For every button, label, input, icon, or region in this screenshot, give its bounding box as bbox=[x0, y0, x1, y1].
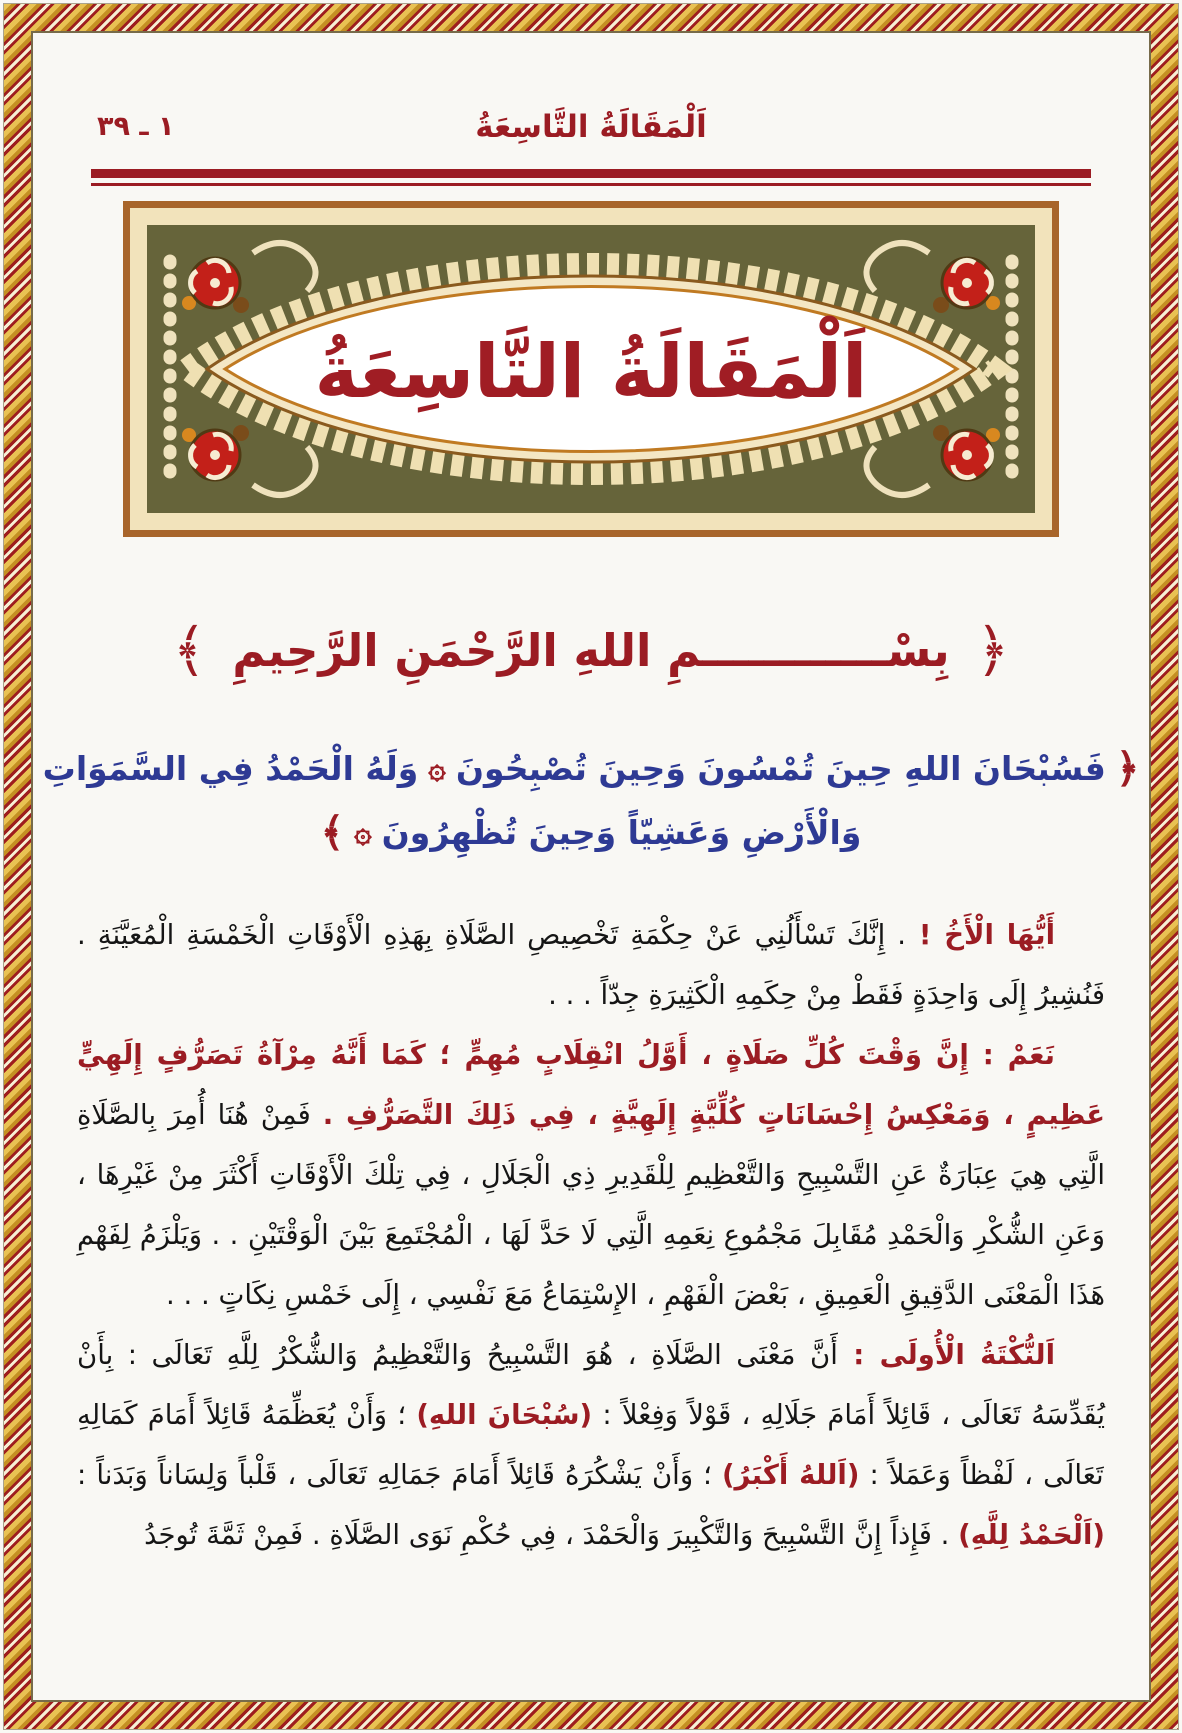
verse-text: فَسُبْحَانَ اللهِ حِينَ تُمْسُونَ وَحِينَ تُصْبِحُونَ bbox=[455, 749, 1106, 788]
verse-line-2 bbox=[69, 801, 1113, 865]
text-segment: (اَلْحَمْدُ لِلَّهِ) bbox=[958, 1519, 1105, 1551]
quran-verse bbox=[42, 737, 1140, 865]
text-segment: ؛ وَأَنْ يَشْكُرَهُ قَائِلاً أَمَامَ جَمَالِهِ تَعَالَى ، قَلْباً وَلِسَاناً وَبَدَناً : bbox=[77, 1459, 712, 1491]
double-rule-divider bbox=[91, 169, 1091, 186]
text-segment: أَنَّ مَعْنَى الصَّلَاةِ ، هُوَ التَّسْبِيحُ وَالتَّعْظِيمُ وَالشُّكْرُ لِلَّهِ تَعَالَى : بِأَنْ يُقَدِّسَهُ تَعَالَى ، قَائِلاً أَمَامَ جَلَالِهِ ، قَوْلاً وَفِعْلاً : bbox=[77, 1339, 1105, 1431]
paragraph-1 bbox=[77, 905, 1105, 1025]
text-segment: نَعَمْ : إِنَّ وَقْتَ كُلِّ صَلَاةٍ ، أَوَّلُ انْقِلَابٍ مُهِمٍّ ؛ كَمَا أَنَّهُ مِرْآةُ تَصَرُّفٍ إِلَهِيٍّ عَظِيمٍ ، وَمَعْكِسُ إِحْسَانَاتٍ كُلِّيَّةٍ إِلَهِيَّةٍ ، فِي ذَلِكَ التَّصَرُّفِ . bbox=[77, 1039, 1105, 1131]
body-text bbox=[77, 905, 1105, 1565]
text-segment: (سُبْحَانَ اللهِ) bbox=[416, 1399, 593, 1431]
rub-el-hizb-icon: ۞ bbox=[354, 815, 372, 850]
text-segment: ؛ وَأَنْ يُعَظِّمَهُ قَائِلاً أَمَامَ كَمَالِهِ تَعَالَى ، لَفْظاً وَعَمَلاً : bbox=[77, 1399, 1104, 1491]
bismillah-row bbox=[69, 616, 1113, 684]
text-segment: أَيُّهَا الْأَخُ ! bbox=[905, 919, 1056, 951]
ornate-bracket-left-icon: ﴾ bbox=[172, 616, 207, 684]
verse-text: وَالْأَرْضِ وَعَشِيّاً وَحِينَ تُظْهِرُونَ bbox=[381, 813, 862, 852]
ornate-bracket-left-icon: ﴾ bbox=[320, 810, 345, 856]
paragraph-3 bbox=[77, 1325, 1105, 1565]
page-inner-sheet bbox=[31, 31, 1151, 1702]
panel-title: اَلْمَقَالَةُ التَّاسِعَةُ bbox=[314, 329, 868, 415]
running-title: اَلْمَقَالَةُ التَّاسِعَةُ bbox=[475, 109, 707, 145]
rub-el-hizb-icon: ۞ bbox=[428, 751, 446, 786]
paragraph-2 bbox=[77, 1025, 1105, 1325]
text-segment: فَمِنْ هُنَا أُمِرَ بِالصَّلَاةِ الَّتِي هِيَ عِبَارَةٌ عَنِ التَّسْبِيحِ وَالتَّعْظِيمِ لِلْقَدِيرِ ذِي الْجَلَالِ ، فِي تِلْكَ الْأَوْقَاتِ أَكْثَرَ مِنْ غَيْرِهَا ، وَعَنِ الشُّكْرِ وَالْحَمْدِ مُقَابِلَ مَجْمُوعِ نِعَمِهِ الَّتِي لَا حَدَّ لَهَا ، الْمُجْتَمِعَ بَيْنَ الْوَقْتَيْنِ . . وَيَلْزَمُ لِفَهْمِ هَذَا الْمَعْنَى الدَّقِيقِ الْعَمِيقِ ، بَعْضَ الْفَهْمِ ، الإِسْتِمَاعُ مَعَ نَفْسِي ، إِلَى خَمْسِ نِكَاتٍ . . . bbox=[77, 1099, 1105, 1311]
page-content bbox=[42, 69, 1140, 1664]
title-ornament-panel bbox=[123, 201, 1059, 537]
bismillah-text: بِسْــــــــــــمِ اللهِ الرَّحْمَنِ الرَّحِيمِ bbox=[232, 623, 950, 677]
ornate-bracket-right-icon: ﴿ bbox=[1115, 746, 1140, 792]
verse-text: وَلَهُ الْحَمْدُ فِي السَّمَوَاتِ bbox=[42, 749, 419, 788]
ornate-bracket-right-icon: ﴿ bbox=[975, 616, 1010, 684]
text-segment: . فَإِذاً إِنَّ التَّسْبِيحَ وَالتَّكْبِيرَ وَالْحَمْدَ ، فِي حُكْمِ نَوَى الصَّلَاةِ . فَمِنْ ثَمَّةَ تُوجَدُ bbox=[144, 1519, 950, 1551]
page-header bbox=[69, 109, 1113, 155]
text-segment: . إِنَّكَ تَسْأَلُنِي عَنْ حِكْمَةِ تَخْصِيصِ الصَّلَاةِ بِهَذِهِ الْأَوْقَاتِ الْخَمْسَةِ الْمُعَيَّنَةِ . فَنُشِيرُ إِلَى وَاحِدَةٍ فَقَطْ مِنْ حِكَمِهِ الْكَثِيرَةِ جِدّاً . . . bbox=[77, 919, 1105, 1011]
page-number: ١ ـ ٣٩ bbox=[97, 111, 175, 142]
verse-line-1 bbox=[42, 737, 1140, 801]
text-segment: (اَللهُ أَكْبَرُ) bbox=[721, 1459, 860, 1491]
text-segment: اَلنُّكْتَةُ الْأُولَى : bbox=[837, 1339, 1055, 1371]
